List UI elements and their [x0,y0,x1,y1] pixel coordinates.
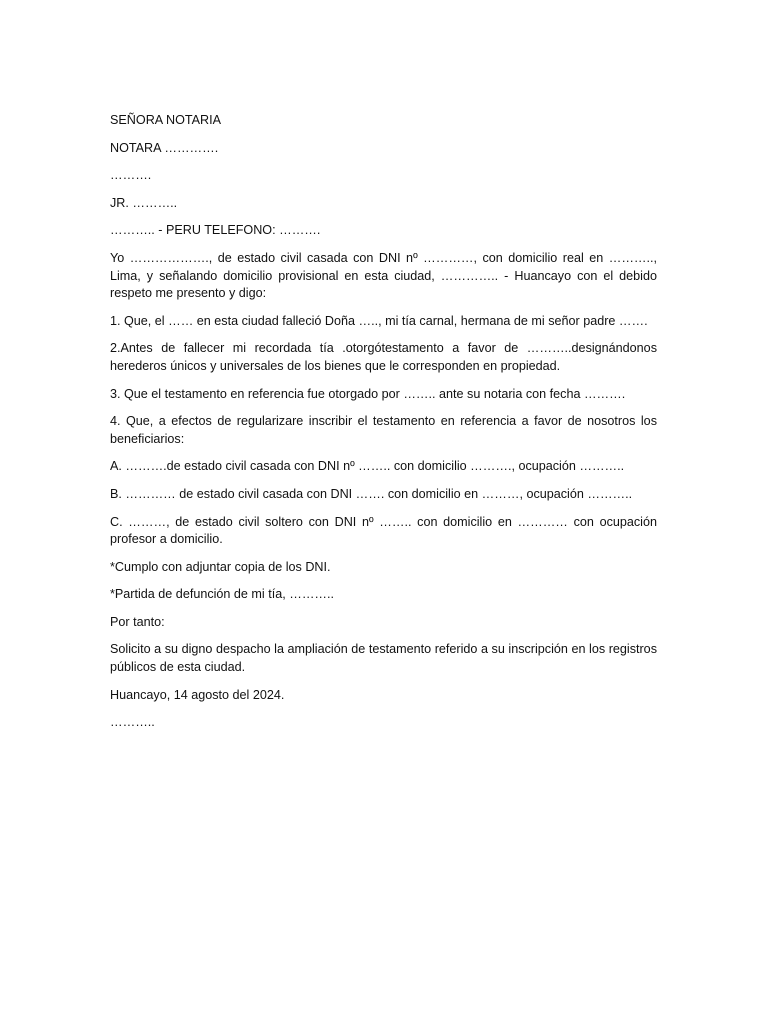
closing-label: Por tanto: [110,614,165,629]
point-3: 3. Que el testamento en referencia fue otorgado por …….. ante su notaria con fecha ………. [110,386,626,401]
beneficiary-a: A. ……….de estado civil casada con DNI nº …….. con domicilio ………., ocupación ……….. [110,459,625,474]
request-paragraph: Solicito a su digno despacho la ampliación de testamento referido a su inscripción en los registros públicos de esta ciudad. [110,642,657,675]
attachment-1: *Cumplo con adjuntar copia de los DNI. [110,559,331,574]
point-1: 1. Que, el …… en esta ciudad falleció Doña ….., mi tía carnal, hermana de mi señor padre ……. [110,313,648,328]
blank-line: ………. [110,168,152,183]
recipient-title: SEÑORA NOTARIA [110,113,222,127]
beneficiary-c: C. ………, de estado civil soltero con DNI nº …….. con domicilio en ………… con ocupación profesor a domicilio. [110,514,657,547]
attachment-2: *Partida de defunción de mi tía, ……….. [110,587,335,602]
address-line: JR. ……….. [110,195,178,210]
beneficiary-b: B. ………… de estado civil casada con DNI ……. con domicilio en ………, ocupación ……….. [110,486,633,501]
address-phone-line: ……….. - PERU TELEFONO: ………. [110,223,321,238]
place-date: Huancayo, 14 agosto del 2024. [110,687,285,702]
point-4: 4. Que, a efectos de regularizare inscribir el testamento en referencia a favor de nosotros los beneficiarios: [110,414,657,446]
point-2: 2.Antes de fallecer mi recordada tía .otorgótestamento a favor de ………..designándonos herederos únicos y universales de los bienes que le corresponden en propiedad. [110,341,657,373]
recipient-name: NOTARA …………. [110,140,219,155]
document-page [110,112,657,742]
intro-paragraph: Yo ………………., de estado civil casada con DNI nº …………, con domicilio real en ……….., Lima, y señalando domicilio provisional en esta ciudad, ………….. - Huancayo con el debido respeto me presento y digo: [110,250,657,301]
signature-line: ……….. [110,715,155,730]
